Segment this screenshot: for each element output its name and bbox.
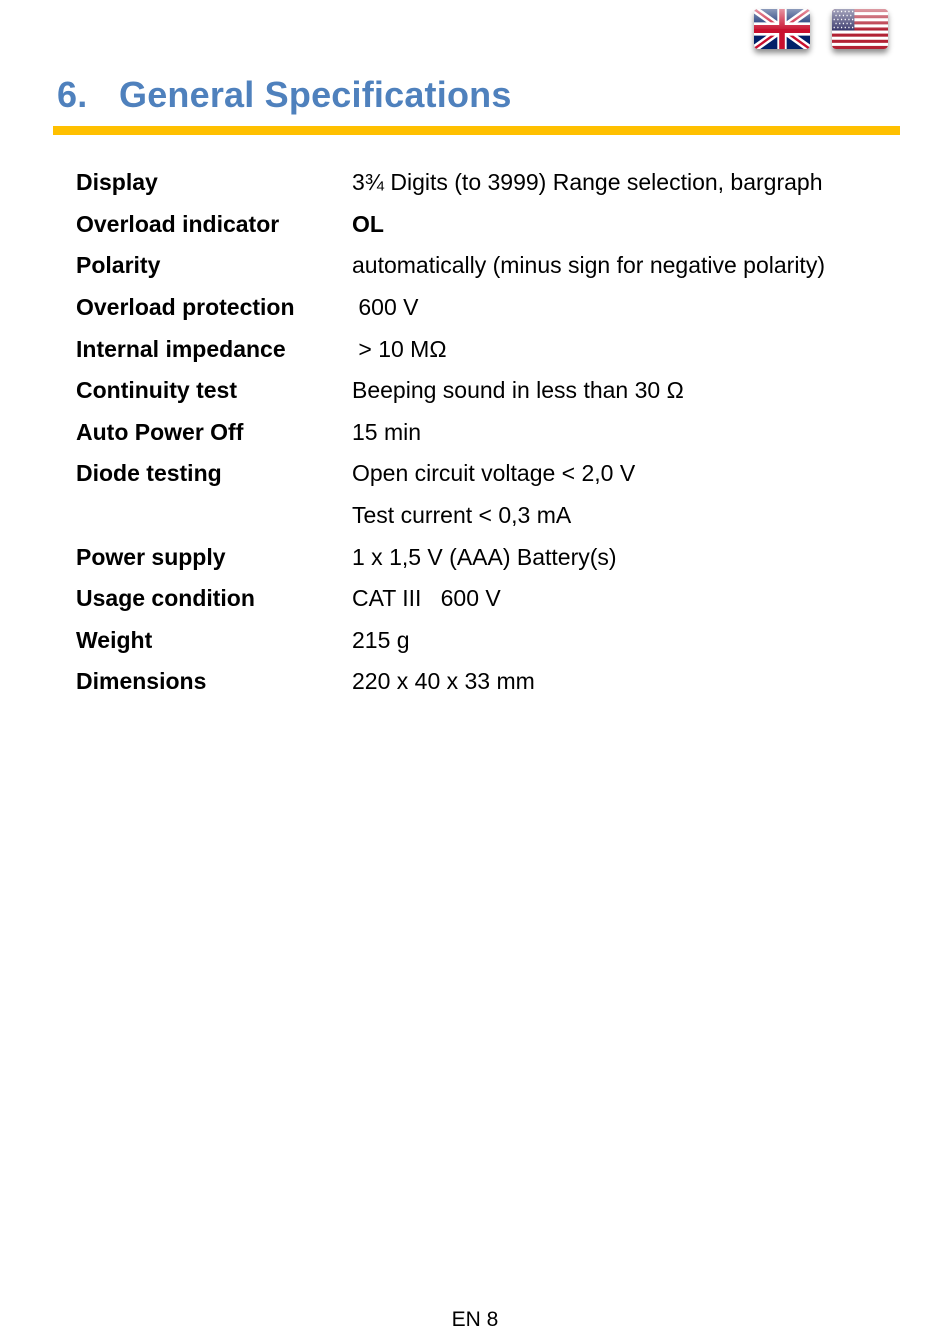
spec-value: 220 x 40 x 33 mm	[352, 668, 535, 695]
spec-value: Open circuit voltage < 2,0 V	[352, 460, 636, 487]
spec-label: Polarity	[76, 252, 161, 279]
us-flag-icon[interactable]	[832, 9, 888, 49]
heading-underline	[53, 126, 900, 135]
page-number: EN 8	[451, 1308, 499, 1331]
spec-row-overload-protection	[76, 287, 896, 329]
section-title: General Specifications	[119, 74, 512, 115]
spec-row-diode-testing	[76, 453, 896, 495]
specifications-table	[76, 162, 896, 703]
uk-flag-icon[interactable]	[754, 9, 810, 49]
section-heading	[57, 74, 512, 116]
spec-value: automatically (minus sign for negative polarity)	[352, 252, 825, 279]
spec-value: 15 min	[352, 418, 422, 445]
spec-row-continuity-test	[76, 370, 896, 412]
us-flag-graphic	[832, 9, 888, 49]
spec-label: Display	[76, 169, 158, 196]
spec-value: OL	[352, 210, 384, 237]
spec-label: Continuity test	[76, 377, 237, 404]
spec-row-polarity	[76, 245, 896, 287]
spec-value: 600 V	[352, 294, 419, 321]
spec-row-weight	[76, 620, 896, 662]
spec-row-overload-indicator	[76, 204, 896, 246]
spec-value: 215 g	[352, 626, 410, 653]
spec-label: Overload indicator	[76, 210, 280, 237]
spec-value: Test current < 0,3 mA	[352, 502, 572, 529]
spec-label: Usage condition	[76, 585, 255, 612]
spec-value: 3¾ Digits (to 3999) Range selection, bargraph	[352, 169, 823, 196]
language-flags	[754, 9, 888, 49]
spec-label: Auto Power Off	[76, 418, 244, 445]
spec-value: CAT III 600 V	[352, 585, 501, 612]
spec-row-power-supply	[76, 536, 896, 578]
spec-label: Dimensions	[76, 668, 207, 695]
spec-row-diode-test-current	[76, 495, 896, 537]
spec-label: Weight	[76, 626, 153, 653]
spec-value: > 10 MΩ	[352, 335, 447, 362]
spec-label: Overload protection	[76, 294, 295, 321]
uk-flag-graphic	[754, 9, 810, 49]
spec-value: Beeping sound in less than 30 Ω	[352, 377, 684, 404]
section-number: 6.	[57, 74, 88, 115]
spec-row-dimensions	[76, 661, 896, 703]
spec-row-internal-impedance	[76, 328, 896, 370]
spec-row-display	[76, 162, 896, 204]
spec-value: 1 x 1,5 V (AAA) Battery(s)	[352, 543, 617, 570]
spec-row-auto-power-off	[76, 412, 896, 454]
spec-label: Internal impedance	[76, 335, 286, 362]
spec-label: Power supply	[76, 543, 226, 570]
spec-row-usage-condition	[76, 578, 896, 620]
spec-label: Diode testing	[76, 460, 222, 487]
